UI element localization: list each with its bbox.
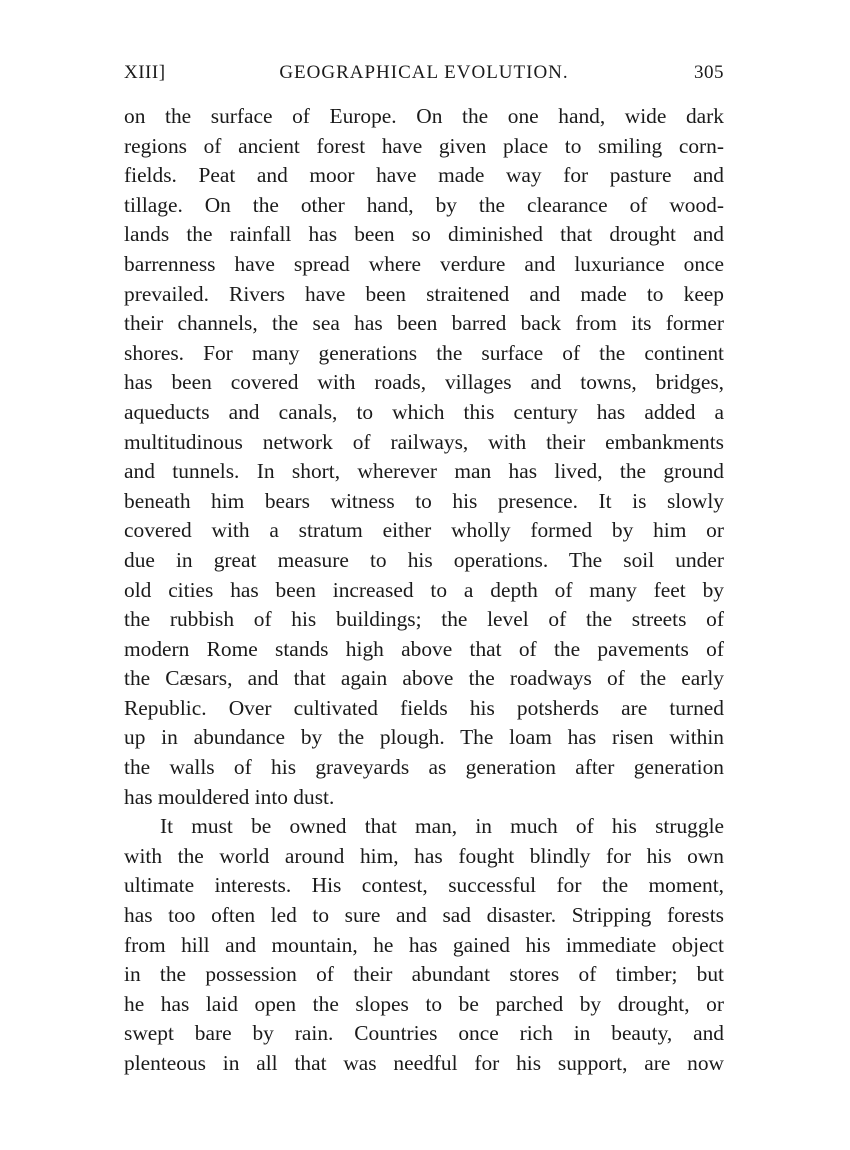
text-line: on the surface of Europe. On the one hand, wide dark	[124, 104, 724, 128]
text-line: plenteous in all that was needful for his support, are now	[124, 1051, 724, 1075]
body-text	[124, 102, 724, 1079]
text-line: their channels, the sea has been barred back from its former	[124, 311, 724, 336]
text-line: from hill and mountain, he has gained his immediate object	[124, 932, 724, 957]
page-number: 305	[694, 62, 724, 83]
text-line: modern Rome stands high above that of the pavements of	[124, 636, 724, 661]
text-line: the Cæsars, and that again above the roadways of the early	[124, 666, 724, 691]
text-line: Republic. Over cultivated fields his potsherds are turned	[124, 695, 724, 720]
text-line: ultimate interests. His contest, successful for the moment,	[124, 873, 724, 898]
text-line: has mouldered into dust.	[124, 784, 335, 809]
text-line: the rubbish of his buildings; the level of the streets of	[124, 607, 724, 632]
text-line: shores. For many generations the surface of the continent	[124, 340, 724, 365]
text-line: beneath him bears witness to his presence. It is slowly	[124, 488, 724, 513]
text-line: fields. Peat and moor have made way for pasture and	[124, 163, 724, 188]
text-line: It must be owned that man, in much of his struggle	[160, 814, 724, 839]
text-line: multitudinous network of railways, with their embankments	[124, 429, 724, 454]
text-line: in the possession of their abundant stores of timber; but	[124, 962, 724, 987]
text-line: aqueducts and canals, to which this century has added a	[124, 399, 724, 424]
text-line: due in great measure to his operations. The soil under	[124, 547, 724, 572]
text-line: prevailed. Rivers have been straitened and made to keep	[124, 281, 724, 306]
text-line: up in abundance by the plough. The loam has risen within	[124, 725, 724, 750]
text-line: and tunnels. In short, wherever man has lived, the ground	[124, 459, 724, 484]
text-line: lands the rainfall has been so diminished that drought and	[124, 222, 724, 247]
text-line: has too often led to sure and sad disaster. Stripping forests	[124, 903, 724, 928]
text-line: swept bare by rain. Countries once rich in beauty, and	[124, 1021, 724, 1046]
text-line: has been covered with roads, villages and towns, bridges,	[124, 370, 724, 395]
paragraph-1	[124, 102, 724, 812]
text-line: covered with a stratum either wholly formed by him or	[124, 518, 724, 543]
running-head	[124, 62, 724, 88]
text-line: barrenness have spread where verdure and luxuriance once	[124, 251, 724, 276]
text-line: the walls of his graveyards as generation after generation	[124, 755, 724, 780]
running-title: GEOGRAPHICAL EVOLUTION.	[279, 62, 569, 83]
text-line: tillage. On the other hand, by the clearance of wood-	[124, 192, 724, 217]
text-line: regions of ancient forest have given place to smiling corn-	[124, 133, 724, 158]
chapter-number: XIII]	[124, 62, 166, 83]
text-line: old cities has been increased to a depth of many feet by	[124, 577, 724, 602]
paragraph-2	[124, 812, 724, 1078]
text-line: he has laid open the slopes to be parched by drought, or	[124, 991, 724, 1016]
text-line: with the world around him, has fought blindly for his own	[124, 843, 724, 868]
